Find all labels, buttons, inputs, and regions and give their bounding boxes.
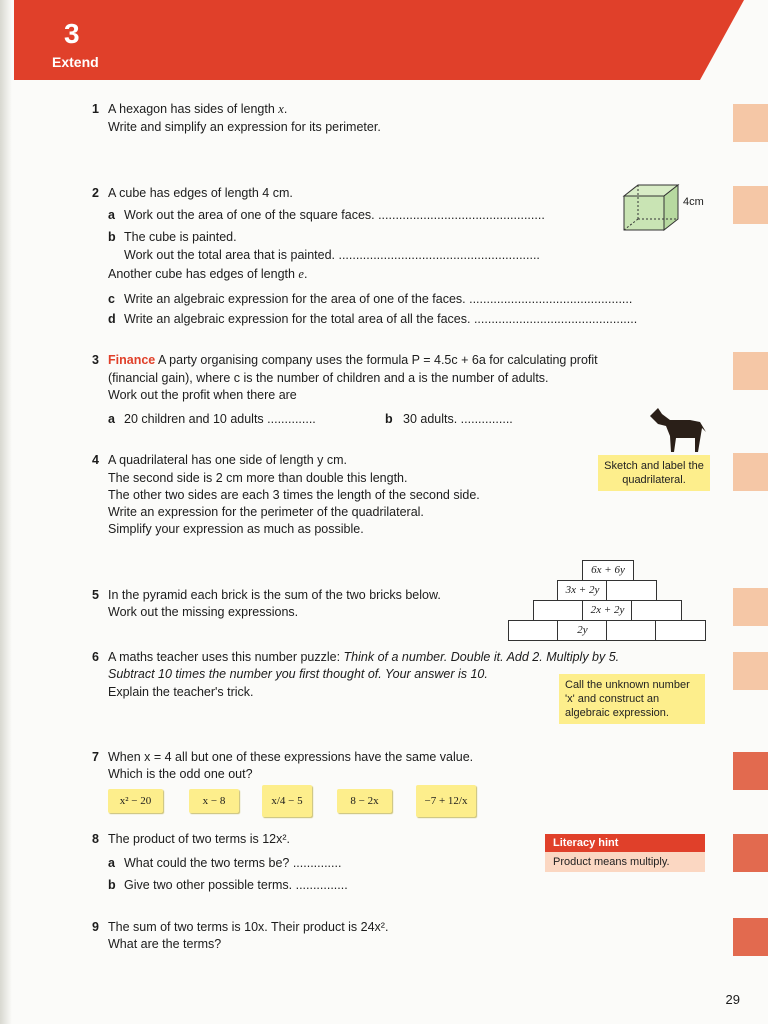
chapter-section-label: Extend [52,54,99,70]
q6-line3: Explain the teacher's trick. [108,685,254,699]
hint-box: Call the unknown number 'x' and construct an algebraic expression. [559,674,705,724]
side-tab [733,752,768,790]
q2-stem: A cube has edges of length 4 cm. [108,186,293,200]
side-tab [733,652,768,690]
brick-pyramid [508,560,708,640]
part-label: b [108,230,116,244]
question-number: 3 [92,353,99,367]
part-label: b [108,878,116,892]
part-label: a [108,412,115,426]
question-number: 6 [92,650,99,664]
q2d-text: Write an algebraic expression for the total area of all the faces. ............................................... [124,312,638,326]
part-label: a [108,856,115,870]
q4-line4: Write an expression for the perimeter of the quadrilateral. [108,505,424,519]
q3-line2: (financial gain), where c is the number of children and a is the number of adults. [108,371,549,385]
q2a-text: Work out the area of one of the square faces. ................................................ [124,208,545,222]
q1-line1: A hexagon has sides of length x. [108,102,288,116]
q4-line1: A quadrilateral has one side of length y cm. [108,453,348,467]
page-spine-shadow [0,0,12,1024]
question-number: 2 [92,186,99,200]
cube-diagram [620,182,682,237]
question-number: 8 [92,832,99,846]
expression-card: 8 − 2x [337,789,392,813]
q3b-text: 30 adults. ............... [403,412,513,426]
expression-card: x − 8 [189,789,239,813]
q8b-text: Give two other possible terms. ............... [124,878,348,892]
q8a-text: What could the two terms be? .............. [124,856,342,870]
q5-line2: Work out the missing expressions. [108,605,299,619]
q2b-text: The cube is painted. [124,230,237,244]
part-label: d [108,312,116,326]
brick-row4-2: 2y [557,620,608,641]
brick-row4-1 [508,620,559,641]
q4-line2: The second side is 2 cm more than double this length. [108,471,408,485]
side-tab [733,352,768,390]
literacy-hint-title: Literacy hint [545,834,705,852]
side-tab [733,104,768,142]
brick-top: 6x + 6y [582,560,634,581]
q1-line2: Write and simplify an expression for its perimeter. [108,120,381,134]
side-tab [733,186,768,224]
brick-row3-left [533,600,584,621]
hint-box: Sketch and label the quadrilateral. [598,455,710,491]
side-tab [733,918,768,956]
q2b-text2: Work out the total area that is painted. .......................................................... [124,248,540,262]
side-tab [733,453,768,491]
chapter-header [0,0,768,95]
brick-row2-right [606,580,657,601]
brick-row4-3 [606,620,657,641]
question-number: 1 [92,102,99,116]
q4-line5: Simplify your expression as much as possible. [108,522,364,536]
q3-line3: Work out the profit when there are [108,388,297,402]
q9-line2: What are the terms? [108,937,222,951]
part-label: a [108,208,115,222]
q6-line2: Subtract 10 times the number you first thought of. Your answer is 10. [108,667,488,681]
q5-line1: In the pyramid each brick is the sum of the two bricks below. [108,588,441,602]
expression-card: −7 + 12/x [416,785,476,817]
question-number: 4 [92,453,99,467]
q6-line1: A maths teacher uses this number puzzle: Think of a number. Double it. Add 2. Multiply by 5. [108,650,620,664]
brick-row3-right [631,600,682,621]
expression-card: x² − 20 [108,789,163,813]
brick-row3-mid: 2x + 2y [582,600,633,621]
expression-card: x/4 − 5 [262,785,312,817]
literacy-hint-body: Product means multiply. [545,852,705,872]
horse-icon [646,406,708,455]
chapter-number: 3 [64,18,80,49]
page-number: 29 [725,992,740,1007]
part-label: b [385,412,393,426]
question-number: 9 [92,920,99,934]
q7-line2: Which is the odd one out? [108,767,253,781]
side-tab [733,834,768,872]
q3a-text: 20 children and 10 adults .............. [124,412,316,426]
q9-line1: The sum of two terms is 10x. Their product is 24x². [108,920,389,934]
question-number: 5 [92,588,99,602]
brick-row2-left: 3x + 2y [557,580,608,601]
q2-mid: Another cube has edges of length e. [108,267,308,281]
brick-row4-4 [655,620,706,641]
side-tab [733,588,768,626]
part-label: c [108,292,115,306]
q8-line1: The product of two terms is 12x². [108,832,291,846]
q2c-text: Write an algebraic expression for the area of one of the faces. ............................................... [124,292,633,306]
q7-line1: When x = 4 all but one of these expressions have the same value. [108,750,474,764]
q4-line3: The other two sides are each 3 times the length of the second side. [108,488,480,502]
question-number: 7 [92,750,99,764]
q3-line1: Finance A party organising company uses the formula P = 4.5c + 6a for calculating profit [108,353,598,367]
cube-edge-label: 4cm [683,196,704,208]
literacy-hint-box [545,834,705,872]
